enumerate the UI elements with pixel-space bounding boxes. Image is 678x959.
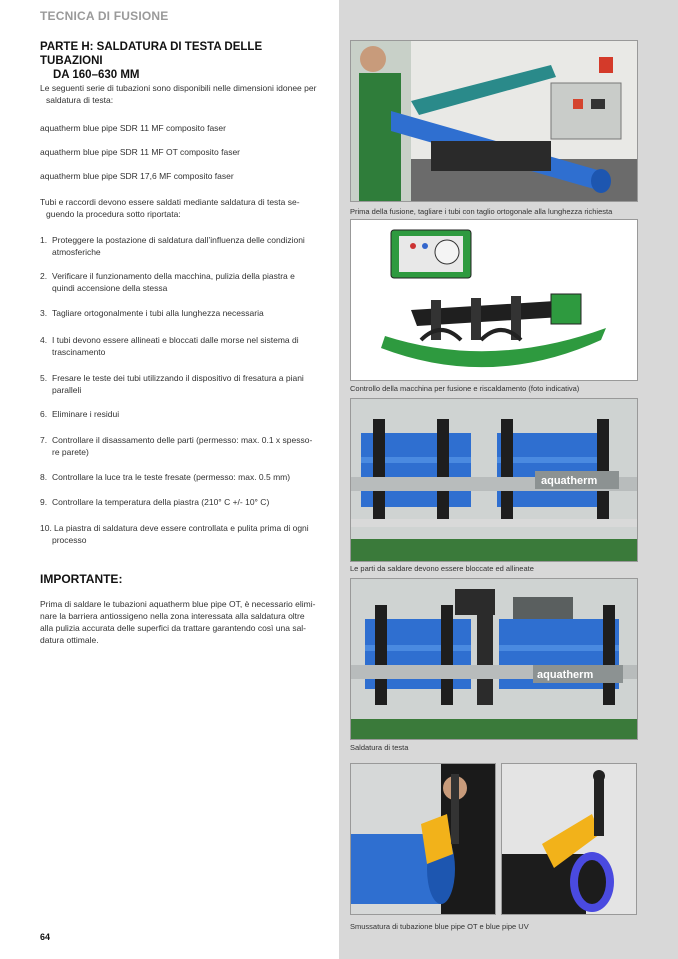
step-number: 1.	[40, 235, 48, 245]
important-line-3: alla pulizia accurata delle superfici da trattare garantendo così una sal-	[40, 623, 307, 633]
intro-line-1: Le seguenti serie di tubazioni sono disponibili nelle dimensioni idonee per	[40, 83, 317, 93]
procedure-step	[40, 307, 322, 319]
photo-fusion-machine	[350, 219, 638, 381]
page-title	[40, 40, 320, 82]
step-text-cont: re parete)	[52, 447, 89, 457]
brand-label: aquatherm	[537, 669, 594, 681]
procedure-step	[40, 408, 322, 420]
photo-chamfering-ot	[350, 763, 496, 915]
important-line-1: Prima di saldare le tubazioni aquatherm blue pipe OT, è necessario elimi-	[40, 599, 316, 609]
step-text-cont: trascinamento	[52, 347, 106, 357]
photo-butt-welding	[350, 578, 638, 740]
procedure-intro-line-1: Tubi e raccordi devono essere saldati mediante saldatura di testa se-	[40, 197, 300, 207]
step-text: Controllare il disassamento delle parti (permesso: max. 0.1 x spesso-	[52, 435, 313, 445]
step-text: Tagliare ortogonalmente i tubi alla lunghezza necessaria	[52, 308, 264, 318]
photo-caption: Smussatura di tubazione blue pipe OT e blue pipe UV	[350, 922, 529, 931]
pipe-item: aquatherm blue pipe SDR 11 MF composito faser	[40, 123, 226, 133]
step-text-cont: paralleli	[52, 385, 82, 395]
procedure-step	[40, 372, 322, 396]
procedure-step	[40, 334, 322, 358]
title-line-2: DA 160–630 MM	[53, 69, 140, 81]
step-number: 8.	[40, 472, 48, 482]
procedure-step	[40, 234, 322, 258]
important-paragraph	[40, 598, 322, 646]
photo-caption: Prima della fusione, tagliare i tubi con taglio ortogonale alla lunghezza richiesta	[350, 207, 613, 216]
chamfering-uv-illustration	[502, 764, 636, 914]
photo-chamfering-uv	[501, 763, 637, 915]
important-heading: IMPORTANTE:	[40, 572, 123, 586]
step-text: Controllare la luce tra le teste fresate (permesso: max. 0.5 mm)	[52, 472, 291, 482]
photo-caption: Le parti da saldare devono essere bloccate ed allineate	[350, 564, 534, 573]
page-number: 64	[40, 932, 51, 942]
procedure-step	[40, 434, 322, 458]
pipe-item: aquatherm blue pipe SDR 17,6 MF composito faser	[40, 171, 234, 181]
step-number: 5.	[40, 373, 48, 383]
section-tag: TECNICA DI FUSIONE	[40, 9, 169, 23]
procedure-intro	[40, 196, 322, 220]
important-line-2: nare la barriera antiossigeno nella zona interessata alla saldatura oltre	[40, 611, 305, 621]
step-text: Eliminare i residui	[52, 409, 120, 419]
step-number: 10.	[40, 523, 52, 533]
photo-caption: Saldatura di testa	[350, 743, 409, 752]
step-number: 4.	[40, 335, 48, 345]
butt-welding-illustration	[351, 579, 637, 739]
step-text: Controllare la temperatura della piastra (210° C +/- 10° C)	[52, 497, 270, 507]
step-text: Proteggere la postazione di saldatura dall’influenza delle condizioni	[52, 235, 305, 245]
important-line-4: datura ottimale.	[40, 635, 99, 645]
band-saw-illustration	[351, 41, 637, 201]
step-number: 3.	[40, 308, 48, 318]
fusion-machine-illustration	[351, 220, 637, 380]
step-number: 7.	[40, 435, 48, 445]
procedure-step	[40, 270, 322, 294]
step-number: 2.	[40, 271, 48, 281]
chamfering-ot-illustration	[351, 764, 495, 914]
procedure-intro-line-2: guendo la procedura sotto riportata:	[46, 209, 181, 219]
step-text-cont: quindi accensione della stessa	[52, 283, 168, 293]
step-text-cont: processo	[52, 535, 87, 545]
photo-clamped-pipes	[350, 398, 638, 562]
step-text: I tubi devono essere allineati e bloccati dalle morse nel sistema di	[52, 335, 299, 345]
procedure-step	[40, 522, 322, 546]
step-number: 9.	[40, 497, 48, 507]
step-number: 6.	[40, 409, 48, 419]
pipe-item: aquatherm blue pipe SDR 11 MF OT composito faser	[40, 147, 240, 157]
title-line-1: PARTE H: SALDATURA DI TESTA DELLE TUBAZIONI	[40, 41, 263, 67]
procedure-step	[40, 496, 322, 508]
step-text: Verificare il funzionamento della macchina, pulizia della piastra e	[52, 271, 295, 281]
step-text: Fresare le teste dei tubi utilizzando il dispositivo di fresatura a piani	[52, 373, 304, 383]
intro-paragraph	[40, 82, 322, 106]
intro-line-2: saldatura di testa:	[46, 95, 114, 105]
brand-label: aquatherm	[541, 475, 598, 487]
step-text-cont: atmosferiche	[52, 247, 101, 257]
photo-band-saw	[350, 40, 638, 202]
photo-caption: Controllo della macchina per fusione e riscaldamento (foto indicativa)	[350, 384, 580, 393]
procedure-step	[40, 471, 322, 483]
clamped-pipes-illustration	[351, 399, 637, 561]
step-text: La piastra di saldatura deve essere controllata e pulita prima di ogni	[54, 523, 309, 533]
